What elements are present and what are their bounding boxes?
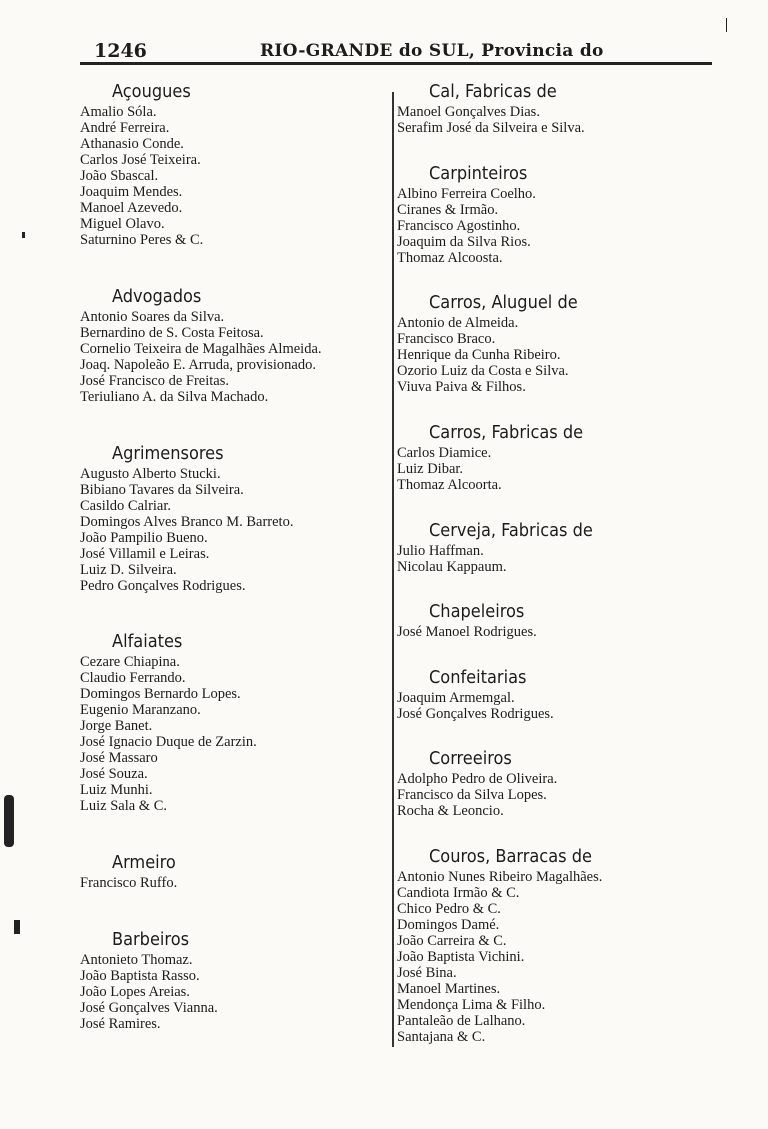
directory-section bbox=[397, 291, 702, 395]
directory-entry: José Souza. bbox=[80, 766, 148, 783]
directory-entry: Bernardino de S. Costa Feitosa. bbox=[80, 324, 264, 341]
directory-entry: André Ferreira. bbox=[80, 120, 170, 136]
section-heading: Carros, Aluguel de bbox=[429, 292, 578, 314]
section-heading: Cal, Fabricas de bbox=[429, 81, 557, 102]
directory-entry: José Massaro bbox=[80, 750, 158, 767]
directory-entry: Domingos Bernardo Lopes. bbox=[80, 686, 241, 703]
directory-section bbox=[80, 80, 385, 248]
directory-entry: Cornelio Teixeira de Magalhães Almeida. bbox=[80, 340, 322, 357]
directory-entry: Eugenio Maranzano. bbox=[80, 702, 201, 719]
ink-blot-mark bbox=[4, 795, 14, 847]
directory-entry: Domingos Damé. bbox=[397, 917, 500, 933]
directory-entry: Antonio de Almeida. bbox=[397, 315, 519, 332]
directory-entry: Teriuliano A. da Silva Machado. bbox=[80, 388, 269, 405]
section-heading: Açougues bbox=[112, 81, 191, 102]
section-heading: Advogados bbox=[112, 285, 202, 307]
directory-section bbox=[397, 747, 702, 819]
section-spacer bbox=[397, 640, 702, 666]
directory-entry: Francisco Ruffo. bbox=[80, 875, 178, 892]
running-head: RIO-GRANDE do SUL, Provincia do bbox=[260, 41, 604, 61]
directory-entry: Athanasio Conde. bbox=[80, 136, 184, 152]
section-heading: Confeitarias bbox=[429, 666, 527, 688]
section-spacer bbox=[80, 248, 385, 285]
section-heading: Carros, Fabricas de bbox=[429, 421, 584, 443]
directory-entry: José Bina. bbox=[397, 965, 457, 981]
directory-entry: Bibiano Tavares da Silveira. bbox=[80, 481, 244, 498]
directory-entry: Cezare Chiapina. bbox=[80, 654, 180, 671]
directory-entry: Domingos Alves Branco M. Barreto. bbox=[80, 513, 294, 530]
directory-section bbox=[80, 442, 385, 594]
section-spacer bbox=[80, 814, 385, 851]
right-column bbox=[397, 80, 702, 1045]
directory-entry: Adolpho Pedro de Oliveira. bbox=[397, 771, 558, 788]
directory-entry: Francisco Braco. bbox=[397, 331, 496, 348]
directory-entry: Carlos José Teixeira. bbox=[80, 152, 201, 168]
directory-entry: Thomaz Alcoorta. bbox=[397, 476, 502, 493]
directory-entry: João Lopes Areias. bbox=[80, 983, 190, 1000]
column-divider bbox=[392, 92, 394, 1047]
section-spacer bbox=[80, 891, 385, 928]
page-number: 1246 bbox=[94, 40, 147, 62]
section-spacer bbox=[80, 405, 385, 442]
directory-entry: Claudio Ferrando. bbox=[80, 670, 186, 687]
directory-entry: Santajana & C. bbox=[397, 1029, 486, 1045]
section-heading: Carpinteiros bbox=[429, 162, 528, 184]
directory-entry: Viuva Paiva & Filhos. bbox=[397, 379, 526, 396]
directory-entry: José Villamil e Leiras. bbox=[80, 545, 210, 562]
section-spacer bbox=[397, 722, 702, 748]
directory-entry: Luiz Sala & C. bbox=[80, 798, 167, 815]
directory-entry: Francisco da Silva Lopes. bbox=[397, 787, 547, 804]
directory-section bbox=[80, 928, 385, 1032]
directory-entry: Serafim José da Silveira e Silva. bbox=[397, 120, 585, 136]
directory-entry: Luiz D. Silveira. bbox=[80, 561, 177, 578]
directory-entry: José Gonçalves Vianna. bbox=[80, 999, 218, 1016]
directory-entry: Pedro Gonçalves Rodrigues. bbox=[80, 577, 246, 594]
directory-entry: Rocha & Leoncio. bbox=[397, 803, 504, 820]
directory-section bbox=[397, 80, 702, 136]
section-spacer bbox=[397, 493, 702, 519]
directory-entry: Saturnino Peres & C. bbox=[80, 232, 204, 248]
directory-entry: Joaq. Napoleão E. Arruda, provisionado. bbox=[80, 356, 316, 373]
header-rule bbox=[80, 62, 712, 65]
directory-entry: Ozorio Luiz da Costa e Silva. bbox=[397, 363, 569, 380]
directory-entry: José Manoel Rodrigues. bbox=[397, 624, 537, 641]
directory-section bbox=[397, 845, 702, 1045]
section-spacer bbox=[397, 266, 702, 292]
directory-entry: João Baptista Rasso. bbox=[80, 967, 200, 984]
directory-section bbox=[397, 666, 702, 722]
section-spacer bbox=[397, 575, 702, 601]
ink-speck-mark bbox=[726, 18, 727, 32]
directory-entry: Luiz Munhi. bbox=[80, 782, 153, 799]
directory-entry: José Ignacio Duque de Zarzin. bbox=[80, 734, 257, 751]
directory-entry: Julio Haffman. bbox=[397, 542, 484, 559]
section-heading: Chapeleiros bbox=[429, 601, 525, 623]
section-heading: Agrimensores bbox=[112, 442, 224, 464]
directory-entry: Antonio Nunes Ribeiro Magalhães. bbox=[397, 869, 603, 885]
directory-entry: José Ramires. bbox=[80, 1015, 161, 1032]
ink-speck-mark bbox=[14, 920, 20, 934]
directory-section bbox=[80, 285, 385, 405]
directory-entry: Amalio Sóla. bbox=[80, 104, 157, 120]
directory-entry: Antonieto Thomaz. bbox=[80, 951, 193, 968]
directory-section bbox=[397, 162, 702, 266]
directory-section bbox=[80, 851, 385, 891]
directory-section bbox=[397, 421, 702, 493]
directory-entry: Casildo Calriar. bbox=[80, 497, 172, 514]
directory-entry: João Baptista Vichini. bbox=[397, 949, 525, 965]
directory-entry: João Pampilio Bueno. bbox=[80, 529, 208, 546]
section-heading: Alfaiates bbox=[112, 631, 183, 653]
directory-entry: Nicolau Kappaum. bbox=[397, 558, 507, 575]
directory-entry: José Francisco de Freitas. bbox=[80, 372, 229, 389]
directory-entry: João Sbascal. bbox=[80, 168, 159, 184]
section-heading: Barbeiros bbox=[112, 928, 190, 950]
directory-entry: Manoel Gonçalves Dias. bbox=[397, 104, 540, 120]
directory-entry: Candiota Irmão & C. bbox=[397, 885, 520, 901]
section-spacer bbox=[80, 594, 385, 631]
section-heading: Cerveja, Fabricas de bbox=[429, 519, 593, 541]
directory-entry: Carlos Diamice. bbox=[397, 444, 492, 461]
directory-entry: Joaquim da Silva Rios. bbox=[397, 233, 531, 250]
directory-entry: Jorge Banet. bbox=[80, 718, 153, 735]
directory-entry: Mendonça Lima & Filho. bbox=[397, 997, 546, 1013]
section-heading: Couros, Barracas de bbox=[429, 846, 592, 867]
section-spacer bbox=[397, 136, 702, 162]
directory-entry: Joaquim Armemgal. bbox=[397, 689, 515, 706]
directory-entry: Albino Ferreira Coelho. bbox=[397, 185, 536, 202]
directory-entry: José Gonçalves Rodrigues. bbox=[397, 705, 554, 722]
ink-speck-mark bbox=[22, 232, 25, 238]
page-header bbox=[84, 36, 710, 60]
directory-entry: Francisco Agostinho. bbox=[397, 217, 521, 234]
directory-entry: Chico Pedro & C. bbox=[397, 901, 501, 917]
directory-entry: Joaquim Mendes. bbox=[80, 184, 183, 200]
directory-entry: Ciranes & Irmão. bbox=[397, 201, 499, 218]
left-column bbox=[80, 80, 385, 1032]
directory-section bbox=[397, 600, 702, 640]
directory-entry: Luiz Dibar. bbox=[397, 460, 464, 477]
directory-entry: Antonio Soares da Silva. bbox=[80, 308, 225, 325]
section-spacer bbox=[397, 395, 702, 421]
directory-entry: Pantaleão de Lalhano. bbox=[397, 1013, 526, 1029]
directory-section bbox=[80, 630, 385, 814]
directory-entry: João Carreira & C. bbox=[397, 933, 507, 949]
section-heading: Armeiro bbox=[112, 852, 176, 874]
directory-entry: Manoel Azevedo. bbox=[80, 200, 183, 216]
directory-entry: Henrique da Cunha Ribeiro. bbox=[397, 347, 561, 364]
section-heading: Correeiros bbox=[429, 748, 512, 770]
directory-section bbox=[397, 519, 702, 575]
directory-entry: Thomaz Alcoosta. bbox=[397, 249, 503, 266]
directory-entry: Miguel Olavo. bbox=[80, 216, 165, 232]
directory-entry: Augusto Alberto Stucki. bbox=[80, 465, 221, 482]
directory-entry: Manoel Martines. bbox=[397, 981, 501, 997]
section-spacer bbox=[397, 819, 702, 845]
